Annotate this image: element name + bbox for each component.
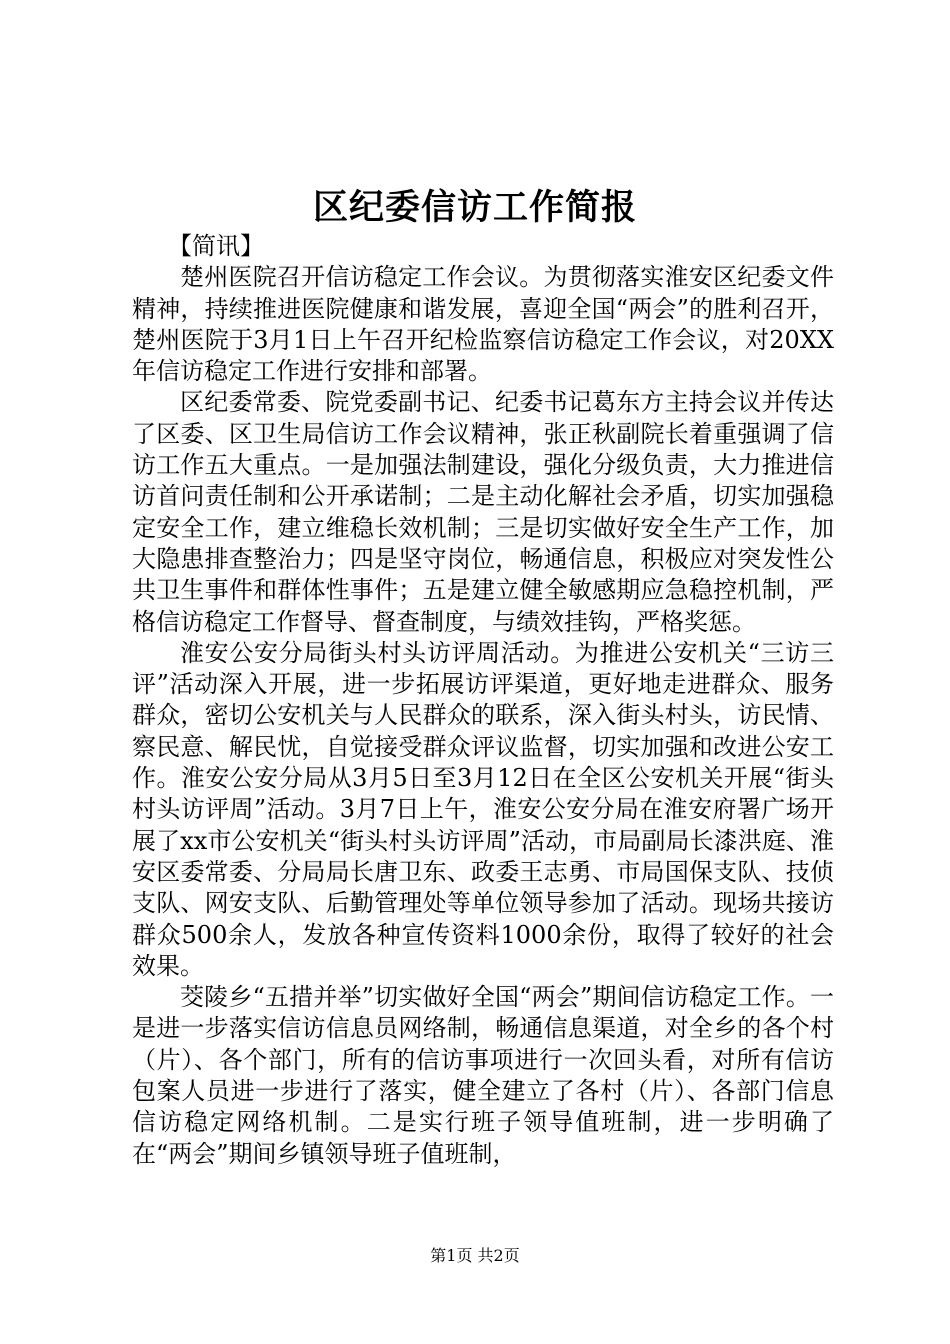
document-body: [132, 231, 834, 1170]
paragraph-police-visit-week: 淮安公安分局街头村头访评周活动。为推进公安机关“三访三评”活动深入开展，进一步拓展访评渠道，更好地走进群众、服务群众，密切公安机关与人民群众的联系，深入街头村头，访民情、察民意、解民忧，自觉接受群众评议监督，切实加强和改进公安工作。淮安公安分局从3月5日至3月12日在全区公安机关开展“街头村头访评周”活动。3月7日上午，淮安公安分局在淮安府署广场开展了xx市公安机关“街头村头访评周”活动，市局副局长漆洪庭、淮安区委常委、分局局长唐卫东、政委王志勇、市局国保支队、技侦支队、网安支队、后勤管理处等单位领导参加了活动。现场共接访群众500余人，发放各种宣传资料1000余份，取得了较好的社会效果。: [132, 638, 834, 980]
paragraph-hospital-meeting: 楚州医院召开信访稳定工作会议。为贯彻落实淮安区纪委文件精神，持续推进医院健康和谐发展，喜迎全国“两会”的胜利召开，楚州医院于3月1日上午召开纪检监察信访稳定工作会议，对20XX年信访稳定工作进行安排和部署。: [132, 263, 834, 386]
page-number-footer: 第1页 共2页: [430, 1246, 520, 1265]
paragraph-meeting-details: 区纪委常委、院党委副书记、纪委书记葛东方主持会议并传达了区委、区卫生局信访工作会议精神，张正秋副院长着重强调了信访工作五大重点。一是加强法制建设，强化分级负责，大力推进信访首问责任制和公开承诺制；二是主动化解社会矛盾，切实加强稳定安全工作，建立维稳长效机制；三是切实做好安全生产工作，加大隐患排查整治力；四是坚守岗位，畅通信息，积极应对突发性公共卫生事件和群体性事件；五是建立健全敏感期应急稳控机制，严格信访稳定工作督导、督查制度，与绩效挂钩，严格奖惩。: [132, 388, 834, 636]
paragraph-jiaoling-township: 茭陵乡“五措并举”切实做好全国“两会”期间信访稳定工作。一是进一步落实信访信息员网络制，畅通信息渠道，对全乡的各个村（片）、各个部门，所有的信访事项进行一次回头看，对所有信访包案人员进一步进行了落实，健全建立了各村（片）、各部门信息信访稳定网络机制。二是实行班子领导值班制，进一步明确了在“两会”期间乡镇领导班子值班制，: [132, 983, 834, 1168]
document-title: 区纪委信访工作简报: [312, 187, 637, 228]
section-tag: 【简讯】: [168, 232, 264, 260]
